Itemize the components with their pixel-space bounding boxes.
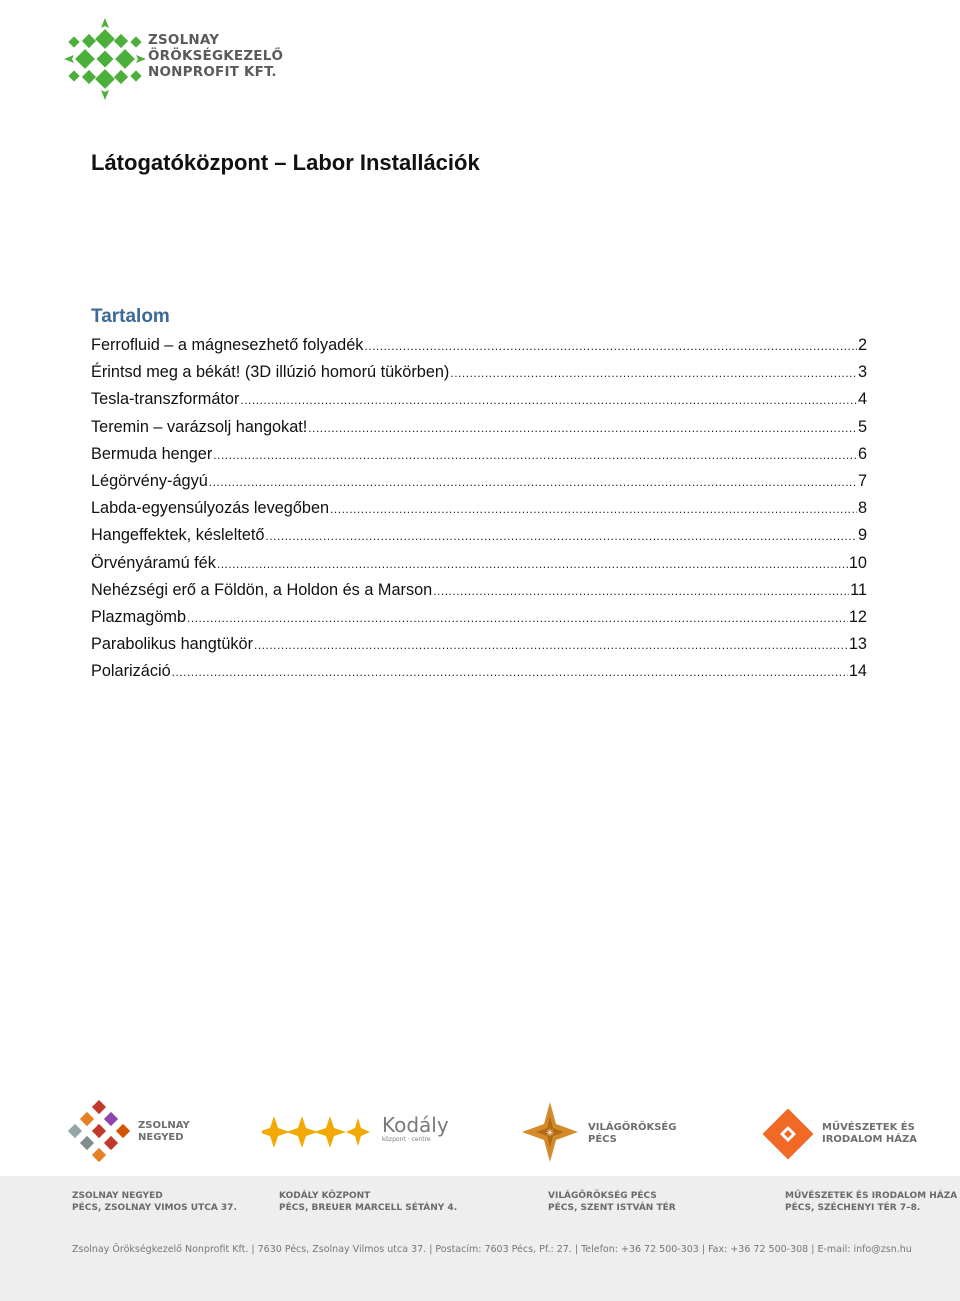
- toc-heading: Tartalom: [91, 306, 170, 327]
- toc-entry[interactable]: [91, 418, 867, 445]
- vilagorokseg-star-icon: [518, 1100, 582, 1164]
- toc-entry-page: 7: [857, 471, 867, 490]
- toc-entry-label: Labda-egyensúlyozás levegőben: [91, 499, 330, 518]
- toc-entry-page: 8: [857, 499, 867, 518]
- star-logo-icon: [60, 14, 150, 104]
- partner-wordmark: [138, 1120, 190, 1144]
- toc-entry[interactable]: [91, 526, 867, 553]
- toc-entry[interactable]: [91, 581, 867, 608]
- toc-entry-page: 2: [857, 336, 867, 354]
- toc-entry-label: Teremin – varázsolj hangokat!: [91, 417, 308, 436]
- partner-line: PÉCS: [588, 1134, 617, 1145]
- toc-entry-label: Érintsd meg a békát! (3D illúzió homorú tükörben): [91, 363, 450, 382]
- dot-leader: [330, 502, 857, 516]
- toc-entry-page: 5: [857, 417, 867, 436]
- footer-address-block: [72, 1190, 237, 1214]
- dot-leader: [265, 529, 856, 543]
- toc-entry[interactable]: [91, 554, 867, 581]
- table-of-contents: [91, 336, 867, 689]
- footer-address-line: PÉCS, BREUER MARCELL SÉTÁNY 4.: [279, 1203, 458, 1213]
- partner-wordmark: [822, 1122, 917, 1146]
- dot-leader: [187, 611, 848, 625]
- toc-entry-label: Bermuda henger: [91, 444, 213, 463]
- partner-line: Kodály: [382, 1113, 449, 1137]
- muveszetek-diamond-icon: [760, 1106, 816, 1162]
- toc-entry-page: 12: [848, 607, 867, 626]
- partner-wordmark: [588, 1122, 676, 1146]
- company-logo: [60, 14, 290, 104]
- toc-entry-label: Ferrofluid – a mágnesezhető folyadék: [91, 336, 364, 354]
- toc-entry-page: 10: [848, 553, 867, 572]
- footer-address-block: [279, 1190, 457, 1214]
- toc-entry-page: 9: [857, 526, 867, 545]
- toc-entry-page: 11: [850, 580, 867, 599]
- partner-line: MŰVÉSZETEK ÉS: [822, 1122, 915, 1133]
- toc-entry[interactable]: [91, 662, 867, 689]
- toc-entry-label: Nehézségi erő a Földön, a Holdon és a Marson: [91, 580, 433, 599]
- toc-entry[interactable]: [91, 472, 867, 499]
- toc-entry-label: Polarizáció: [91, 662, 171, 681]
- toc-entry-label: Örvényáramú fék: [91, 553, 216, 572]
- dot-leader: [364, 339, 857, 353]
- kodaly-stars-icon: [262, 1112, 372, 1152]
- partner-line: IRODALOM HÁZA: [822, 1134, 918, 1145]
- footer-contact-line: Zsolnay Örökségkezelő Nonprofit Kft. | 7630 Pécs, Zsolnay Vilmos utca 37. | Postacím: 7603 Pécs, Pf.: 27. | Telefon: +36 72 500-303 | Fax: +36 72 500-308 | E-mail: info@zsn.hu: [72, 1244, 912, 1255]
- footer-address-name: MŰVÉSZETEK ÉS IRODALOM HÁZA: [785, 1191, 958, 1201]
- toc-entry-page: 4: [857, 390, 867, 409]
- vilagorokseg-logo: [518, 1100, 688, 1170]
- footer-address-name: VILÁGÖRÖKSÉG PÉCS: [548, 1191, 657, 1201]
- toc-entry[interactable]: [91, 499, 867, 526]
- dot-leader: [308, 421, 857, 435]
- toc-entry-label: Parabolikus hangtükör: [91, 635, 254, 654]
- footer-address-line: PÉCS, SZÉCHENYI TÉR 7–8.: [785, 1203, 921, 1213]
- toc-entry[interactable]: [91, 635, 867, 662]
- logo-line: NONPROFIT KFT.: [148, 64, 277, 80]
- toc-entry[interactable]: [91, 445, 867, 472]
- footer-address-line: PÉCS, SZENT ISTVÁN TÉR: [548, 1203, 676, 1213]
- toc-entry-page: 3: [857, 363, 867, 382]
- svg-text:✳: ✳: [545, 1128, 555, 1139]
- muveszetek-haza-logo: [760, 1100, 940, 1170]
- footer-address-block: [548, 1190, 676, 1214]
- document-title: Látogatóközpont – Labor Installációk: [91, 150, 480, 175]
- toc-entry-label: Légörvény-ágyú: [91, 471, 208, 490]
- toc-entry[interactable]: [91, 363, 867, 390]
- toc-entry[interactable]: [91, 390, 867, 417]
- dot-leader: [209, 475, 857, 489]
- kodaly-kozpont-logo: [262, 1100, 462, 1170]
- footer: [0, 1176, 960, 1301]
- footer-address-line: PÉCS, ZSOLNAY VIMOS UTCA 37.: [72, 1203, 237, 1213]
- dot-leader: [217, 557, 848, 571]
- toc-entry-page: 13: [848, 635, 867, 654]
- partner-line: NEGYED: [138, 1132, 184, 1143]
- toc-entry-label: Hangeffektek, késleltető: [91, 526, 265, 545]
- toc-entry-label: Tesla-transzformátor: [91, 390, 240, 409]
- toc-entry-page: 6: [857, 444, 867, 463]
- toc-entry-page: 14: [848, 662, 867, 681]
- zsolnay-diamond-icon: [68, 1100, 132, 1164]
- zsolnay-negyed-logo: [68, 1100, 218, 1170]
- footer-address-name: ZSOLNAY NEGYED: [72, 1191, 163, 1201]
- dot-leader: [254, 638, 848, 652]
- dot-leader: [213, 448, 857, 462]
- footer-address-name: KODÁLY KÖZPONT: [279, 1191, 371, 1201]
- partner-line: ZSOLNAY: [138, 1120, 190, 1131]
- toc-entry-label: Plazmagömb: [91, 607, 187, 626]
- dot-leader: [240, 393, 857, 407]
- logo-line: ZSOLNAY: [148, 32, 220, 48]
- partner-wordmark: [382, 1114, 449, 1144]
- partner-line: VILÁGÖRÖKSÉG: [588, 1122, 677, 1133]
- dot-leader: [172, 665, 848, 679]
- dot-leader: [450, 366, 857, 380]
- toc-entry[interactable]: [91, 336, 867, 363]
- toc-entry[interactable]: [91, 608, 867, 635]
- footer-address-block: [785, 1190, 957, 1214]
- logo-wordmark: [148, 32, 283, 80]
- partner-logos: [0, 1100, 960, 1175]
- logo-line: ÖRÖKSÉGKEZELŐ: [148, 48, 284, 64]
- partner-line: központ · centre: [382, 1136, 431, 1143]
- dot-leader: [433, 584, 849, 598]
